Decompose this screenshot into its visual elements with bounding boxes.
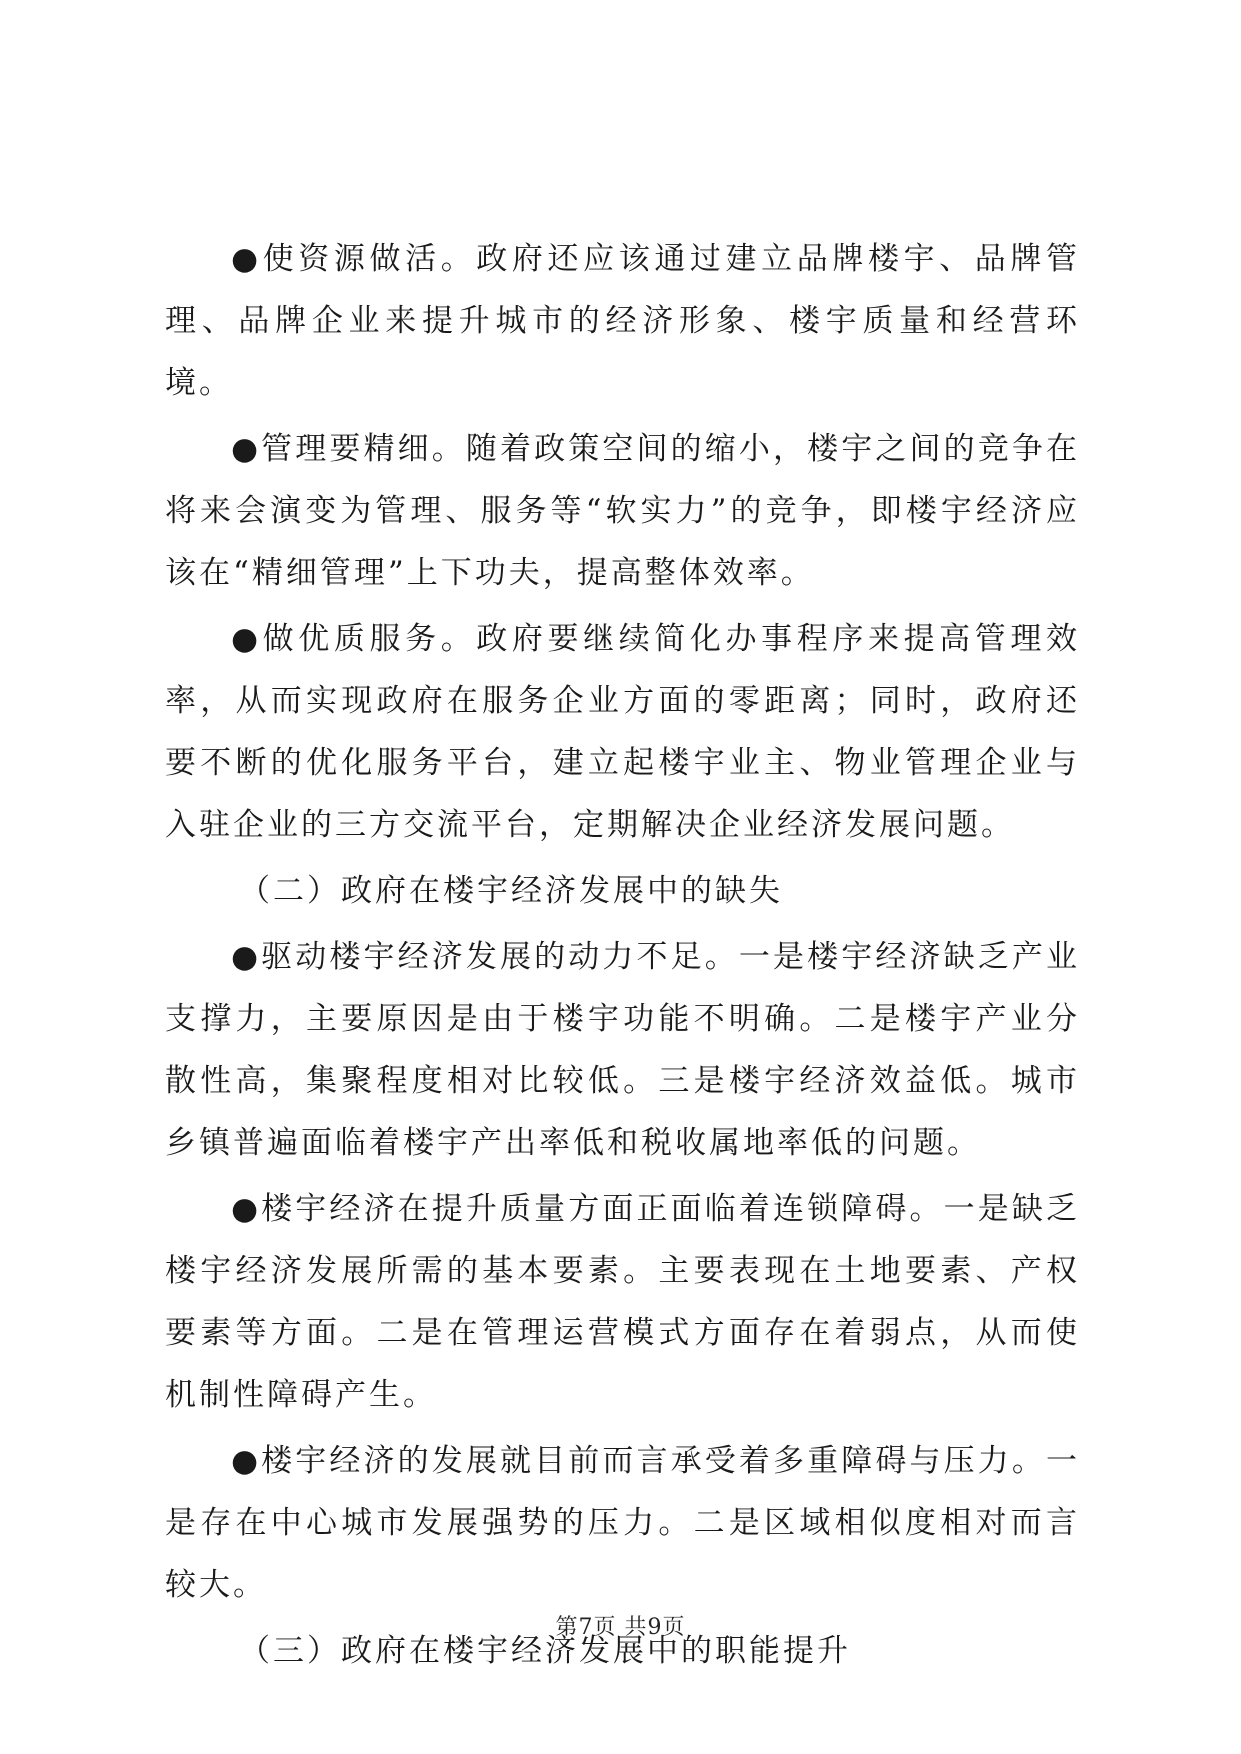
document-body — [165, 228, 1080, 1686]
section-heading-2: （二）政府在楼宇经济发展中的缺失 — [239, 873, 783, 909]
section-heading-3: （三）政府在楼宇经济发展中的职能提升 — [239, 1633, 851, 1669]
page-number-footer: 第7页 共9页 — [555, 1615, 686, 1640]
paragraph-management: ●管理要精细。随着政策空间的缩小，楼宇之间的竞争在将来会演变为管理、服务等“软实力”的竞争，即楼宇经济应该在“精细管理”上下功夫，提高整体效率。 — [165, 431, 1080, 591]
paragraph-pressure: ●楼宇经济的发展就目前而言承受着多重障碍与压力。一是存在中心城市发展强势的压力。二是区域相似度相对而言较大。 — [165, 1443, 1080, 1603]
paragraph-service: ●做优质服务。政府要继续简化办事程序来提高管理效率，从而实现政府在服务企业方面的零距离；同时，政府还要不断的优化服务平台，建立起楼宇业主、物业管理企业与入驻企业的三方交流平台，定期解决企业经济发展问题。 — [165, 621, 1080, 843]
paragraph-resources: ●使资源做活。政府还应该通过建立品牌楼宇、品牌管理、品牌企业来提升城市的经济形象、楼宇质量和经营环境。 — [165, 241, 1080, 401]
paragraph-driving-force: ●驱动楼宇经济发展的动力不足。一是楼宇经济缺乏产业支撑力，主要原因是由于楼宇功能不明确。二是楼宇产业分散性高，集聚程度相对比较低。三是楼宇经济效益低。城市乡镇普遍面临着楼宇产出率低和税收属地率低的问题。 — [165, 939, 1080, 1161]
paragraph-quality-obstacles: ●楼宇经济在提升质量方面正面临着连锁障碍。一是缺乏楼宇经济发展所需的基本要素。主要表现在土地要素、产权要素等方面。二是在管理运营模式方面存在着弱点，从而使机制性障碍产生。 — [165, 1191, 1080, 1413]
